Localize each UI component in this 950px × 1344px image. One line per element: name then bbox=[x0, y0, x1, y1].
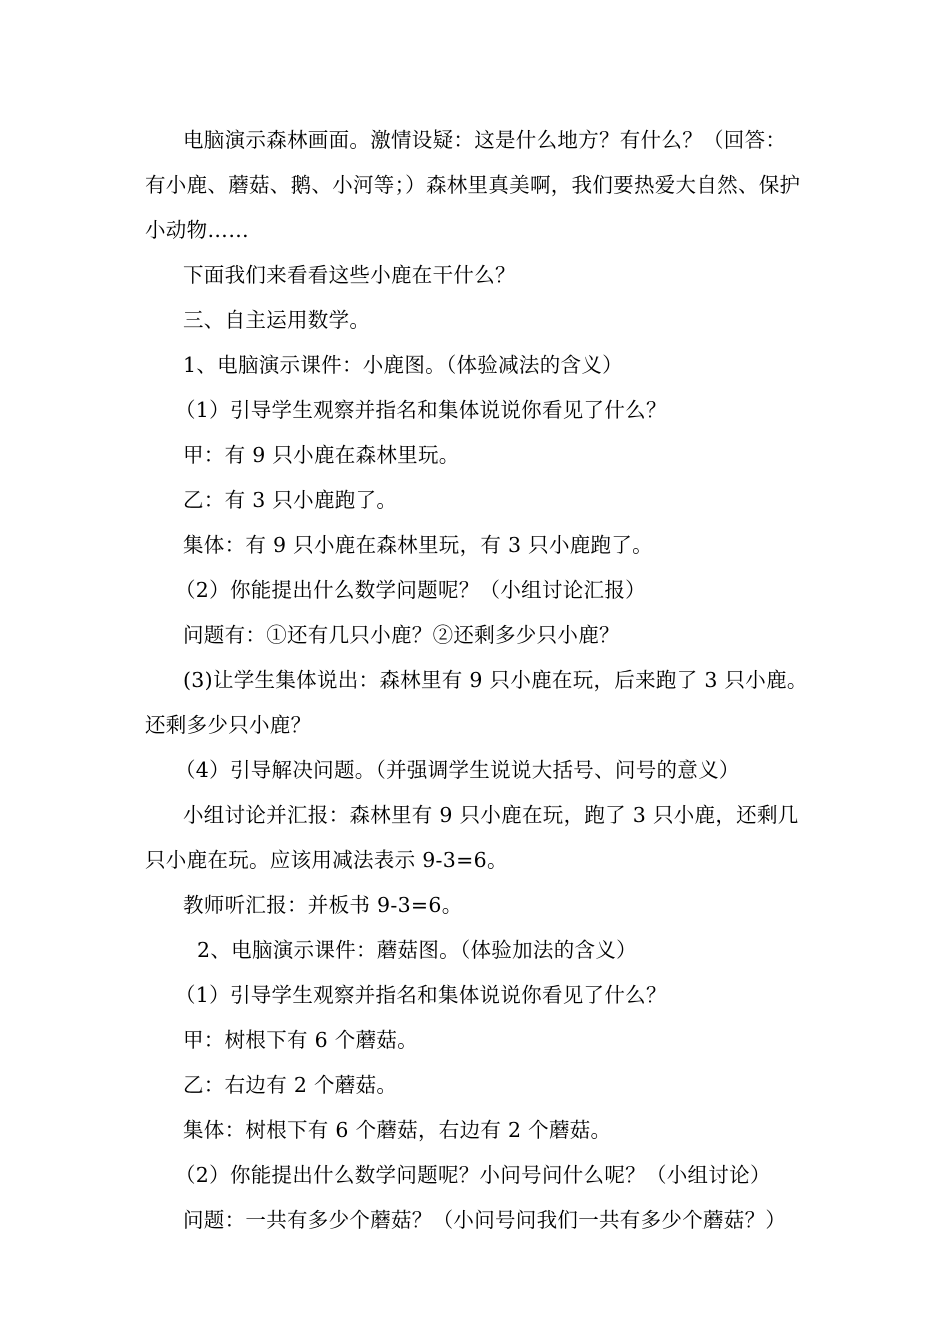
section-heading-three: 三、自主运用数学。 bbox=[183, 308, 371, 332]
paragraph-forest-intro-line-1: 电脑演示森林画面。激情设疑：这是什么地方？有什么？（回答： bbox=[183, 128, 787, 152]
step-3-line-2: 还剩多少只小鹿？ bbox=[145, 713, 312, 737]
paragraph-forest-intro-line-2: 有小鹿、蘑菇、鹅、小河等；）森林里真美啊，我们要热爱大自然、保护 bbox=[145, 173, 801, 197]
item-2-mushroom-courseware: 2、电脑演示课件：蘑菇图。（体验加法的含义） bbox=[197, 938, 637, 962]
question-mushroom-total: 问题：一共有多少个蘑菇？（小问号问我们一共有多少个蘑菇？） bbox=[183, 1208, 787, 1232]
step-2-question-mushroom: （2）你能提出什么数学问题呢？小问号问什么呢？（小组讨论） bbox=[175, 1163, 771, 1187]
answer-yi-deer: 乙：有 3 只小鹿跑了。 bbox=[183, 488, 398, 512]
paragraph-forest-intro-line-3: 小动物…… bbox=[145, 218, 249, 242]
step-1-observe: （1）引导学生观察并指名和集体说说你看见了什么？ bbox=[175, 398, 667, 422]
step-1-observe-mushroom: （1）引导学生观察并指名和集体说说你看见了什么？ bbox=[175, 983, 667, 1007]
group-report-line-2: 只小鹿在玩。应该用减法表示 9-3=6。 bbox=[145, 848, 508, 872]
answer-group-deer: 集体：有 9 只小鹿在森林里玩，有 3 只小鹿跑了。 bbox=[183, 533, 653, 557]
answer-group-mushroom: 集体：树根下有 6 个蘑菇，右边有 2 个蘑菇。 bbox=[183, 1118, 612, 1142]
teacher-board: 教师听汇报：并板书 9-3=6。 bbox=[183, 893, 463, 917]
step-2-question: （2）你能提出什么数学问题呢？（小组讨论汇报） bbox=[175, 578, 646, 602]
answer-jia-mushroom: 甲：树根下有 6 个蘑菇。 bbox=[183, 1028, 418, 1052]
step-4-solve: （4）引导解决问题。（并强调学生说说大括号、问号的意义） bbox=[175, 758, 740, 782]
paragraph-look-deer: 下面我们来看看这些小鹿在干什么？ bbox=[183, 263, 516, 287]
step-3-line-1: (3)让学生集体说出：森林里有 9 只小鹿在玩，后来跑了 3 只小鹿。 bbox=[183, 668, 808, 692]
answer-yi-mushroom: 乙：右边有 2 个蘑菇。 bbox=[183, 1073, 398, 1097]
group-report-line-1: 小组讨论并汇报：森林里有 9 只小鹿在玩，跑了 3 只小鹿，还剩几 bbox=[183, 803, 799, 827]
item-1-deer-courseware: 1、电脑演示课件：小鹿图。（体验减法的含义） bbox=[183, 353, 623, 377]
answer-jia-deer: 甲：有 9 只小鹿在森林里玩。 bbox=[183, 443, 460, 467]
questions-deer: 问题有：①还有几只小鹿？②还剩多少只小鹿？ bbox=[183, 623, 620, 647]
document-body bbox=[145, 118, 825, 1243]
